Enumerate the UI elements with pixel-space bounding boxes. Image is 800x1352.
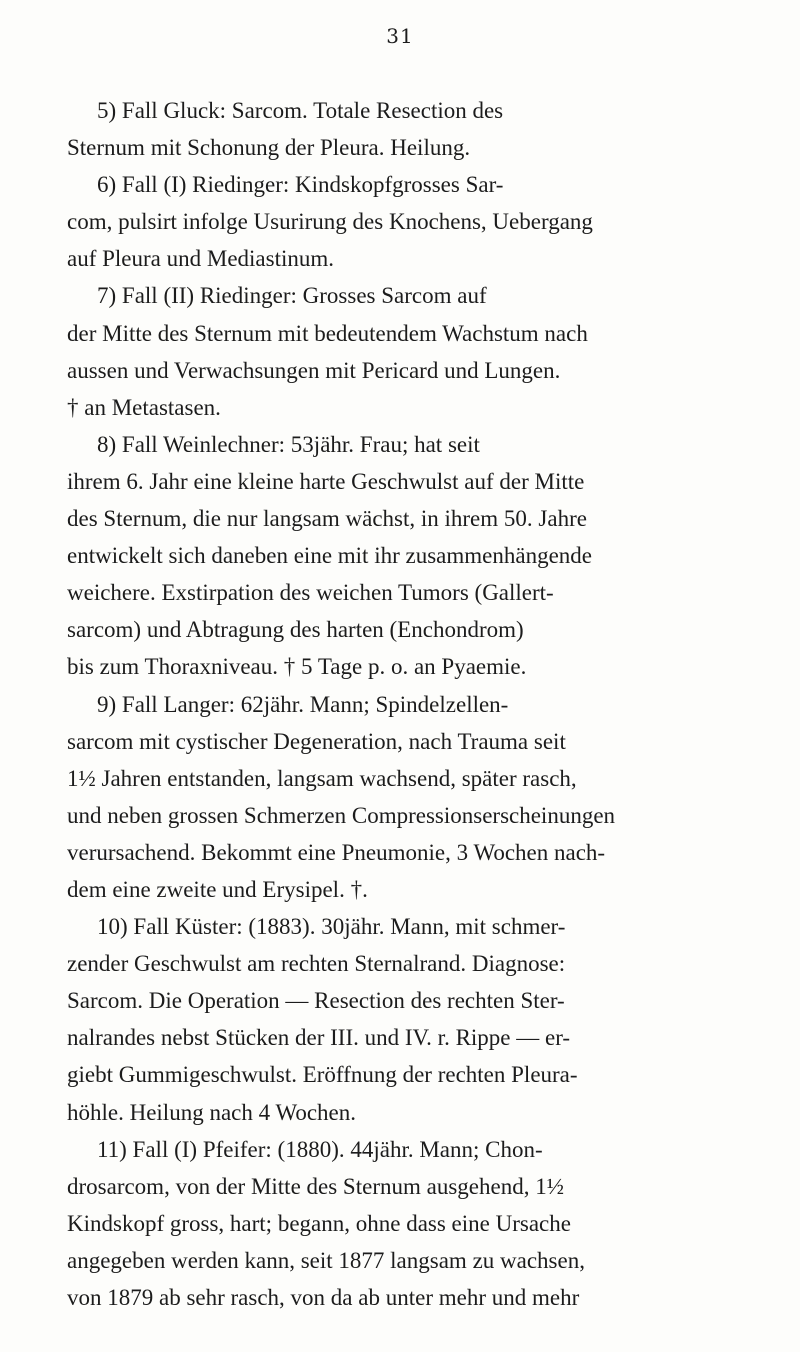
text-line: 7) Fall (II) Riedinger: Grosses Sarcom auf xyxy=(97,283,487,309)
text-line: bis zum Thoraxniveau. † 5 Tage p. o. an Pyaemie. xyxy=(67,654,527,680)
text-line: angegeben werden kann, seit 1877 langsam zu wachsen, xyxy=(67,1247,585,1273)
text-line: 10) Fall Küster: (1883). 30jähr. Mann, mit schmer- xyxy=(97,914,566,940)
text-line: Sternum mit Schonung der Pleura. Heilung. xyxy=(67,135,471,161)
text-line: verursachend. Bekommt eine Pneumonie, 3 Wochen nach- xyxy=(67,839,606,865)
text-line: 5) Fall Gluck: Sarcom. Totale Resection des xyxy=(97,98,504,123)
text-line: † an Metastasen. xyxy=(67,394,221,420)
text-line: com, pulsirt infolge Usurirung des Knochens, Uebergang xyxy=(67,209,593,235)
body-text xyxy=(67,92,757,1316)
text-line: dem eine zweite und Erysipel. †. xyxy=(67,876,368,902)
text-line: weichere. Exstirpation des weichen Tumors (Gallert- xyxy=(67,580,554,606)
text-line: giebt Gummigeschwulst. Eröffnung der rechten Pleura- xyxy=(67,1062,578,1088)
text-line: sarcom) und Abtragung des harten (Enchondrom) xyxy=(67,617,524,643)
text-line: 6) Fall (I) Riedinger: Kindskopfgrosses Sar- xyxy=(97,172,504,198)
text-line: von 1879 ab sehr rasch, von da ab unter mehr und mehr xyxy=(67,1285,580,1310)
text-line: 8) Fall Weinlechner: 53jähr. Frau; hat seit xyxy=(97,431,480,457)
text-line: entwickelt sich daneben eine mit ihr zusammenhängende xyxy=(67,543,592,569)
page-number: 31 xyxy=(386,24,414,48)
text-line: aussen und Verwachsungen mit Pericard und Lungen. xyxy=(67,357,561,383)
text-line: drosarcom, von der Mitte des Sternum ausgehend, 1½ xyxy=(67,1173,564,1199)
text-line: 1½ Jahren entstanden, langsam wachsend, später rasch, xyxy=(67,765,577,791)
text-line: und neben grossen Schmerzen Compressionserscheinungen xyxy=(67,802,616,828)
text-line: höhle. Heilung nach 4 Wochen. xyxy=(67,1099,356,1125)
text-line: auf Pleura und Mediastinum. xyxy=(67,246,335,272)
text-line: ihrem 6. Jahr eine kleine harte Geschwulst auf der Mitte xyxy=(67,468,585,494)
text-line: Kindskopf gross, hart; begann, ohne dass eine Ursache xyxy=(67,1210,571,1236)
text-line: sarcom mit cystischer Degeneration, nach Trauma seit xyxy=(67,728,566,754)
text-line: nalrandes nebst Stücken der III. und IV. r. Rippe — er- xyxy=(67,1025,571,1051)
text-line: des Sternum, die nur langsam wächst, in ihrem 50. Jahre xyxy=(67,506,587,532)
text-line: der Mitte des Sternum mit bedeutendem Wachstum nach xyxy=(67,320,588,346)
text-line: Sarcom. Die Operation — Resection des rechten Ster- xyxy=(67,988,565,1014)
text-line: 11) Fall (I) Pfeifer: (1880). 44jähr. Mann; Chon- xyxy=(97,1136,543,1162)
text-line: 9) Fall Langer: 62jähr. Mann; Spindelzellen- xyxy=(97,691,509,717)
text-line: zender Geschwulst am rechten Sternalrand. Diagnose: xyxy=(67,951,566,977)
